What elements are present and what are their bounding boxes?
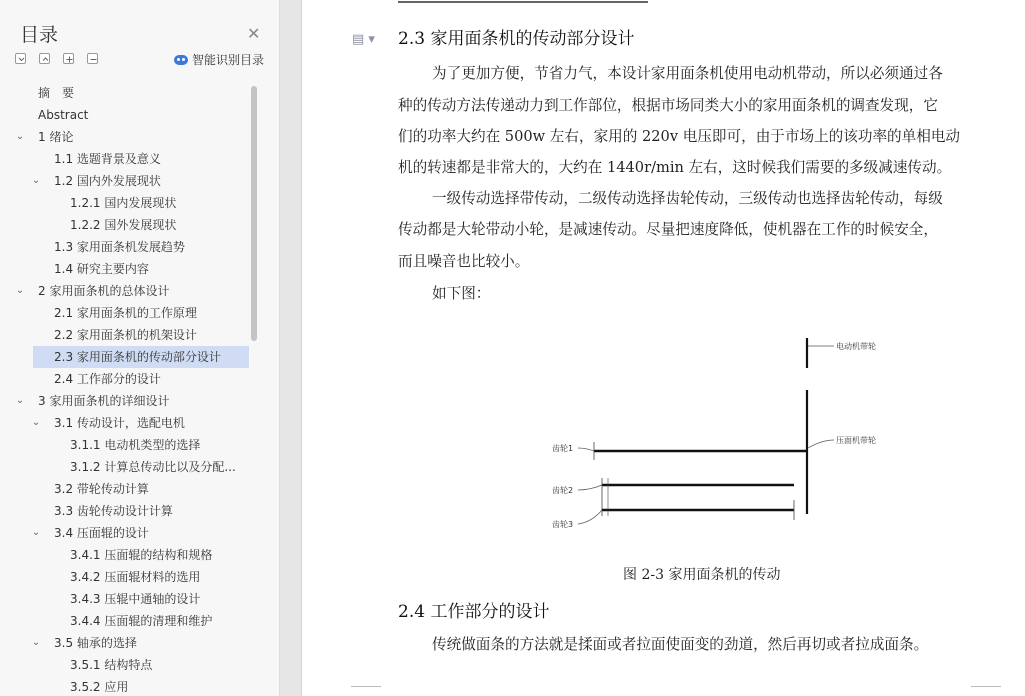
toc-item[interactable] xyxy=(14,500,249,522)
chevron-down-icon[interactable]: ⌄ xyxy=(31,417,41,428)
chevron-down-icon[interactable]: ⌄ xyxy=(15,395,25,406)
toc-item[interactable] xyxy=(14,148,249,170)
paragraph-line: 为了更加方便，节省力气，本设计家用面条机使用电动机带动，所以必须通过各 xyxy=(432,65,943,82)
expand-up-icon[interactable] xyxy=(39,53,50,64)
section-heading-2-4: 2.4 工作部分的设计 xyxy=(398,602,550,622)
paragraph-line: 种的传动方法传递动力到工作部位，根据市场同类大小的家用面条机的调查发现，它 xyxy=(398,97,938,114)
toc-item[interactable] xyxy=(14,192,249,214)
smart-toc-label: 智能识别目录 xyxy=(192,53,265,67)
toc-item[interactable] xyxy=(14,434,249,456)
toc-item[interactable] xyxy=(14,104,249,126)
toc-item-label: 2.4 工作部分的设计 xyxy=(54,372,161,386)
toc-item[interactable] xyxy=(14,522,249,544)
gear-2-label: 齿轮2 xyxy=(552,486,574,495)
chevron-down-icon[interactable]: ⌄ xyxy=(15,131,25,142)
toc-item-label: 3 家用面条机的详细设计 xyxy=(38,394,170,408)
toc-item-label: 2.2 家用面条机的机架设计 xyxy=(54,328,197,342)
toc-item-label: 2 家用面条机的总体设计 xyxy=(38,284,170,298)
collapse-all-icon[interactable] xyxy=(15,53,26,64)
toc-item[interactable] xyxy=(14,478,249,500)
chevron-down-icon[interactable]: ⌄ xyxy=(31,637,41,648)
toc-item[interactable] xyxy=(14,412,249,434)
toc-item[interactable] xyxy=(14,214,249,236)
toc-item-label: 2.3 家用面条机的传动部分设计 xyxy=(54,350,221,364)
gear-1-label: 齿轮1 xyxy=(552,444,574,453)
section-heading-2-3: 2.3 家用面条机的传动部分设计 xyxy=(398,29,635,49)
toc-item[interactable] xyxy=(14,544,249,566)
toc-item[interactable] xyxy=(14,390,249,412)
paragraph-line: 而且噪音也比较小。 xyxy=(398,253,530,270)
document-area xyxy=(281,0,1025,696)
chevron-down-icon[interactable]: ⌄ xyxy=(15,285,25,296)
toc-item[interactable] xyxy=(14,302,249,324)
page-corner-mark xyxy=(351,686,381,696)
toc-list xyxy=(14,82,262,696)
toc-item[interactable] xyxy=(14,368,249,390)
chevron-down-icon[interactable]: ⌄ xyxy=(31,175,41,186)
toc-item[interactable] xyxy=(14,456,249,478)
gear-3-label: 齿轮3 xyxy=(552,520,574,529)
toc-item[interactable] xyxy=(14,324,249,346)
toc-scrollbar[interactable] xyxy=(251,86,257,341)
toc-item-label: 1.2.2 国外发展现状 xyxy=(70,218,177,232)
leader-line xyxy=(578,510,602,524)
page-menu-icon[interactable]: ▤ ▾ xyxy=(352,32,375,47)
toc-item-label: 3.4 压面辊的设计 xyxy=(54,526,149,540)
toc-item-label: 3.1 传动设计，选配电机 xyxy=(54,416,185,430)
toc-item-label: 3.4.3 压辊中通轴的设计 xyxy=(70,592,201,606)
toc-item-label: 3.1.1 电动机类型的选择 xyxy=(70,438,201,452)
transmission-figure xyxy=(542,330,902,540)
paragraph-line: 机的转速都是非常大的，大约在 1440r/min 左右，这时候我们需要的多级减速传动。 xyxy=(398,159,952,176)
toc-item[interactable] xyxy=(14,236,249,258)
toc-item-label: 3.4.2 压面辊材料的选用 xyxy=(70,570,201,584)
paragraph-line: 传动都是大轮带动小轮，是减速传动。尽量把速度降低，使机器在工作的时候安全， xyxy=(398,221,938,238)
leader-line xyxy=(578,485,602,490)
toc-item-label: 1.2.1 国内发展现状 xyxy=(70,196,177,210)
previous-text-cut xyxy=(398,0,648,6)
toc-item-label: Abstract xyxy=(38,108,89,122)
toc-item-label: 3.5.2 应用 xyxy=(70,680,129,694)
remove-heading-icon[interactable] xyxy=(87,53,98,64)
close-icon[interactable]: ✕ xyxy=(247,24,261,43)
ai-icon xyxy=(174,55,188,65)
toc-item[interactable] xyxy=(14,170,249,192)
toc-item-label: 3.4.1 压面辊的结构和规格 xyxy=(70,548,213,562)
smart-toc-button[interactable] xyxy=(174,51,264,68)
toc-item-label: 3.1.2 计算总传动比以及分配... xyxy=(70,460,236,474)
toc-item-label: 3.5 轴承的选择 xyxy=(54,636,137,650)
toc-item[interactable] xyxy=(14,676,249,696)
page-corner-mark xyxy=(971,686,1001,696)
toc-item-label: 3.5.1 结构特点 xyxy=(70,658,153,672)
toc-item[interactable] xyxy=(14,280,249,302)
toc-item-label: 1 绪论 xyxy=(38,130,74,144)
toc-item-label: 3.4.4 压面辊的清理和维护 xyxy=(70,614,213,628)
paragraph-line: 们的功率大约在 500w 左右，家用的 220v 电压即可，由于市场上的该功率的单相电动 xyxy=(398,128,961,145)
leader-line xyxy=(808,440,834,448)
paragraph-line: 一级传动选择带传动，二级传动选择齿轮传动，三级传动也选择齿轮传动，每级 xyxy=(432,190,943,207)
toc-item[interactable] xyxy=(14,588,249,610)
toc-item-label: 3.3 齿轮传动设计计算 xyxy=(54,504,173,518)
toc-item-label: 1.3 家用面条机发展趋势 xyxy=(54,240,185,254)
toc-item[interactable] xyxy=(33,346,249,368)
toc-item[interactable] xyxy=(14,82,249,104)
document-page xyxy=(301,0,1025,696)
toc-pane xyxy=(0,0,280,696)
toc-item[interactable] xyxy=(14,566,249,588)
toc-item[interactable] xyxy=(14,258,249,280)
motor-pulley-label: 电动机带轮 xyxy=(836,342,876,351)
toc-item-label: 1.4 研究主要内容 xyxy=(54,262,149,276)
leader-line xyxy=(578,448,594,451)
toc-item[interactable] xyxy=(14,610,249,632)
figure-caption: 图 2-3 家用面条机的传动 xyxy=(623,567,781,583)
chevron-down-icon[interactable]: ⌄ xyxy=(31,527,41,538)
toc-item-label: 1.2 国内外发展现状 xyxy=(54,174,161,188)
toc-item-label: 1.1 选题背景及意义 xyxy=(54,152,161,166)
toc-item[interactable] xyxy=(14,632,249,654)
toc-title: 目录 xyxy=(20,24,59,46)
paragraph-line: 如下图： xyxy=(432,285,491,302)
paragraph-line: 传统做面条的方法就是揉面或者拉面使面变的劲道，然后再切或者拉成面条。 xyxy=(432,636,929,653)
toc-item[interactable] xyxy=(14,654,249,676)
toc-item[interactable] xyxy=(14,126,249,148)
press-pulley-label: 压面机带轮 xyxy=(836,436,876,445)
toc-item-label: 摘 要 xyxy=(38,86,75,100)
toc-item-label: 3.2 带轮传动计算 xyxy=(54,482,149,496)
add-heading-icon[interactable] xyxy=(63,53,74,64)
toc-item-label: 2.1 家用面条机的工作原理 xyxy=(54,306,197,320)
